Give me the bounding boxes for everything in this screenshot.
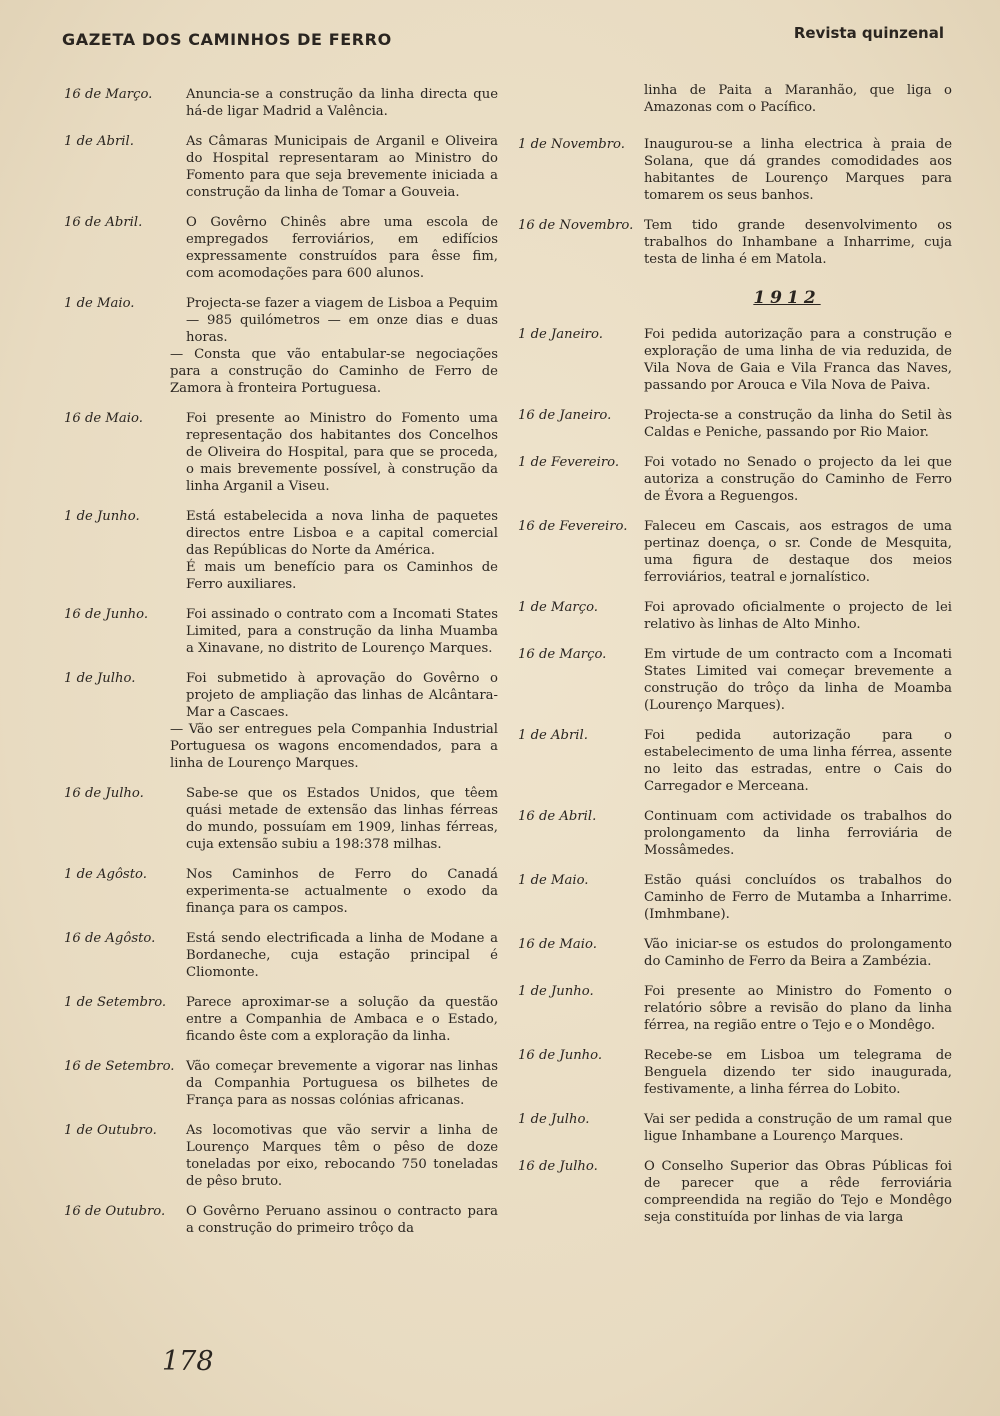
chronology-entry [58, 295, 498, 397]
chronology-entry [512, 136, 952, 204]
chronology-entry [512, 217, 952, 268]
right-entries-1912 [512, 326, 952, 1226]
continuation-text: linha de Paita a Maranhão, que liga o Amazonas com o Pacífico. [644, 83, 952, 115]
entry-text [170, 670, 498, 772]
entry-date: 16 de Abril. [64, 215, 143, 230]
entry-text [186, 785, 498, 853]
entry-date: 1 de Maio. [518, 873, 589, 888]
entry-text [644, 518, 952, 586]
entry-text [644, 872, 952, 923]
chronology-entry [512, 326, 952, 394]
chronology-entry [58, 866, 498, 917]
chronology-entry [58, 214, 498, 282]
chronology-entry [58, 1122, 498, 1190]
entry-paragraph: — Vão ser entregues pela Companhia Industrial Portuguesa os wagons encomendados, para a linha de Lourenço Marques. [170, 722, 498, 771]
entry-text [186, 606, 498, 657]
chronology-entry [58, 508, 498, 593]
entry-paragraph: Foi votado no Senado o projecto da lei que autoriza a construção do Caminho de Ferro de Évora a Reguengos. [644, 455, 952, 504]
entry-paragraph: — Consta que vão entabular-se negociações para a construção do Caminho de Ferro de Zamora à fronteira Portuguesa. [170, 347, 498, 396]
entry-text [644, 326, 952, 394]
entry-text [644, 727, 952, 795]
chronology-entry [58, 994, 498, 1045]
entry-text [644, 1047, 952, 1098]
entry-text [186, 930, 498, 981]
entry-paragraph: Foi assinado o contrato com a Incomati States Limited, para a construção da linha Muamba a Xinavane, no distrito de Lourenço Marques. [186, 607, 498, 656]
entry-date: 16 de Novembro. [518, 218, 634, 233]
chronology-entry [58, 785, 498, 853]
entry-paragraph: Foi presente ao Ministro do Fomento uma representação dos habitantes dos Concelhos de Oliveira do Hospital, para que se proceda, o mais brevemente possível, à construção da linha Arganil a Viseu. [186, 411, 498, 494]
chronology-entry [58, 133, 498, 201]
entry-date: 16 de Abril. [518, 809, 597, 824]
entry-date: 1 de Junho. [518, 984, 594, 999]
entry-date: 16 de Julho. [64, 786, 144, 801]
entry-date: 16 de Agôsto. [64, 931, 156, 946]
entry-paragraph: Parece aproximar-se a solução da questão entre a Companhia de Ambaca e o Estado, ficando êste com a exploração da linha. [186, 995, 498, 1044]
entry-paragraph: É mais um benefício para os Caminhos de Ferro auxiliares. [186, 560, 498, 592]
entry-text [186, 1122, 498, 1190]
entry-text [644, 808, 952, 859]
entry-paragraph: Nos Caminhos de Ferro do Canadá experimenta-se actualmente o exodo da finança para os campos. [186, 867, 498, 916]
entry-date: 1 de Janeiro. [518, 327, 603, 342]
entry-paragraph: As locomotivas que vão servir a linha de Lourenço Marques têm o pêso de doze toneladas por eixo, rebocando 750 toneladas de pêso bruto. [186, 1123, 498, 1189]
entry-date: 1 de Fevereiro. [518, 455, 620, 470]
chronology-entry [512, 1047, 952, 1098]
entry-paragraph: Em virtude de um contracto com a Incomati States Limited vai começar brevemente a construção do trôço da linha de Moamba (Lourenço Marques). [644, 647, 952, 713]
entry-date: 16 de Maio. [64, 411, 143, 426]
entry-date: 16 de Outubro. [64, 1204, 166, 1219]
entry-date: 16 de Junho. [64, 607, 149, 622]
chronology-entry [512, 599, 952, 633]
entry-text [644, 936, 952, 970]
entry-paragraph: Faleceu em Cascais, aos estragos de uma pertinaz doença, o sr. Conde de Mesquita, uma figura de destaque dos meios ferroviários, teatral e jornalístico. [644, 519, 952, 585]
entry-paragraph: Tem tido grande desenvolvimento os trabalhos do Inhambane a Inharrime, cuja testa de linha é em Matola. [644, 218, 952, 267]
entry-paragraph: Vão iniciar-se os estudos do prolongamento do Caminho de Ferro da Beira a Zambézia. [644, 937, 952, 969]
entry-date: 1 de Abril. [518, 728, 588, 743]
chronology-entry [512, 727, 952, 795]
chronology-entry [58, 1203, 498, 1237]
chronology-entry [512, 936, 952, 970]
entry-text [644, 983, 952, 1034]
entry-paragraph: O Govêrno Chinês abre uma escola de empregados ferroviários, em edifícios expressamente construídos para êsse fim, com acomodações para 600 alunos. [186, 215, 498, 281]
entry-date: 1 de Abril. [64, 134, 134, 149]
entry-paragraph: Foi pedida autorização para o estabelecimento de uma linha férrea, assente no leito das estradas, entre o Cais do Carregador e Merceana. [644, 728, 952, 794]
entry-date: 16 de Fevereiro. [518, 519, 628, 534]
entry-text [186, 866, 498, 917]
entry-paragraph: O Govêrno Peruano assinou o contracto para a construção do primeiro trôço da [186, 1204, 498, 1236]
left-column [58, 86, 498, 1250]
entry-text [170, 295, 498, 397]
entry-text [186, 1058, 498, 1109]
entry-paragraph: Sabe-se que os Estados Unidos, que têem quási metade de extensão das linhas férreas do mundo, possuíam em 1909, linhas férreas, cuja extensão subiu a 198:378 milhas. [186, 786, 498, 852]
page-number: 178 [162, 1346, 214, 1377]
chronology-entry [512, 407, 952, 441]
entry-paragraph: Vai ser pedida a construção de um ramal que ligue Inhambane a Lourenço Marques. [644, 1112, 952, 1144]
entry-date: 1 de Junho. [64, 509, 140, 524]
entry-date: 16 de Março. [518, 647, 607, 662]
entry-date: 16 de Junho. [518, 1048, 603, 1063]
year-heading: 1912 [753, 288, 821, 308]
chronology-entry [58, 1058, 498, 1109]
entry-text [644, 1111, 952, 1145]
entry-paragraph: As Câmaras Municipais de Arganil e Oliveira do Hospital representaram ao Ministro do Fomento para que seja brevemente iniciada a construção da linha de Tomar a Gouveia. [186, 134, 498, 200]
chronology-entry [512, 1111, 952, 1145]
entry-paragraph: O Conselho Superior das Obras Públicas foi de parecer que a rêde ferroviária compreendida na região do Tejo e Mondêgo seja constituída por linhas de via larga [644, 1159, 952, 1225]
chronology-entry [58, 670, 498, 772]
entry-text [644, 136, 952, 204]
entry-paragraph: Continuam com actividade os trabalhos do prolongamento da linha ferroviária de Mossâmedes. [644, 809, 952, 858]
entry-date: 16 de Maio. [518, 937, 597, 952]
entry-text [186, 410, 498, 495]
entry-date: 1 de Outubro. [64, 1123, 157, 1138]
right-column [512, 83, 952, 1239]
entry-date: 16 de Julho. [518, 1159, 598, 1174]
entry-date: 1 de Agôsto. [64, 867, 147, 882]
entry-text [644, 454, 952, 505]
entry-date: 1 de Março. [518, 600, 598, 615]
entry-date: 16 de Setembro. [64, 1059, 175, 1074]
chronology-entry [512, 1158, 952, 1226]
entry-text [644, 217, 952, 268]
entry-date: 16 de Março. [64, 87, 153, 102]
chronology-entry [512, 454, 952, 505]
chronology-entry [58, 410, 498, 495]
chronology-entry [58, 86, 498, 120]
chronology-entry [58, 930, 498, 981]
entry-paragraph: Estão quási concluídos os trabalhos do Caminho de Ferro de Mutamba a Inharrime. (Imhmbane). [644, 873, 952, 922]
entry-date: 1 de Julho. [518, 1112, 590, 1127]
entry-text [186, 508, 498, 593]
entry-paragraph: Recebe-se em Lisboa um telegrama de Benguela dizendo ter sido inaugurada, festivamente, a linha férrea do Lobito. [644, 1048, 952, 1097]
right-entries-1911 [512, 136, 952, 268]
entry-paragraph: Projecta-se a construção da linha do Setil às Caldas e Peniche, passando por Rio Maior. [644, 408, 952, 440]
chronology-entry [512, 808, 952, 859]
entry-text [186, 994, 498, 1045]
chronology-entry [512, 518, 952, 586]
entry-date: 1 de Novembro. [518, 137, 625, 152]
entry-date: 1 de Setembro. [64, 995, 167, 1010]
entry-text [644, 1158, 952, 1226]
entry-paragraph: Foi presente ao Ministro do Fomento o relatório sôbre a revisão do plano da linha férrea, na região entre o Tejo e o Mondêgo. [644, 984, 952, 1033]
journal-title: GAZETA DOS CAMINHOS DE FERRO [62, 30, 392, 49]
entry-date: 1 de Julho. [64, 671, 136, 686]
entry-paragraph: Anuncia-se a construção da linha directa que há-de ligar Madrid a Valência. [186, 87, 498, 119]
chronology-entry [512, 983, 952, 1034]
entry-text [186, 214, 498, 282]
entry-paragraph: Inaugurou-se a linha electrica à praia de Solana, que dá grandes comodidades aos habitantes de Lourenço Marques para tomarem os seus banhos. [644, 137, 952, 203]
journal-subtitle: Revista quinzenal [793, 24, 944, 42]
entry-paragraph: Está estabelecida a nova linha de paquetes directos entre Lisboa e a capital comercial das Repúblicas do Norte da América. [186, 509, 498, 558]
entry-paragraph: Projecta-se fazer a viagem de Lisboa a Pequim — 985 quilómetros — em onze dias e duas horas. [186, 296, 498, 345]
entry-date: 1 de Maio. [64, 296, 135, 311]
entry-text [186, 133, 498, 201]
entry-text [644, 646, 952, 714]
entry-paragraph: Foi submetido à aprovação do Govêrno o projeto de ampliação das linhas de Alcântara-Mar a Cascaes. [186, 671, 498, 720]
chronology-entry [58, 606, 498, 657]
chronology-entry [512, 646, 952, 714]
entry-text [644, 407, 952, 441]
entry-text [186, 1203, 498, 1237]
entry-date: 16 de Janeiro. [518, 408, 612, 423]
entry-text [644, 599, 952, 633]
chronology-entry [512, 872, 952, 923]
entry-paragraph: Foi pedida autorização para a construção e exploração de uma linha de via reduzida, de Vila Nova de Gaia e Vila Franca das Naves, passando por Arouca e Vila Nova de Paiva. [644, 327, 952, 393]
entry-text [186, 86, 498, 120]
entry-paragraph: Vão começar brevemente a vigorar nas linhas da Companhia Portuguesa os bilhetes de França para as nossas colónias africanas. [186, 1059, 498, 1108]
entry-paragraph: Está sendo electrificada a linha de Modane a Bordaneche, cuja estação principal é Cliomonte. [186, 931, 498, 980]
entry-paragraph: Foi aprovado oficialmente o projecto de lei relativo às linhas de Alto Minho. [644, 600, 952, 632]
